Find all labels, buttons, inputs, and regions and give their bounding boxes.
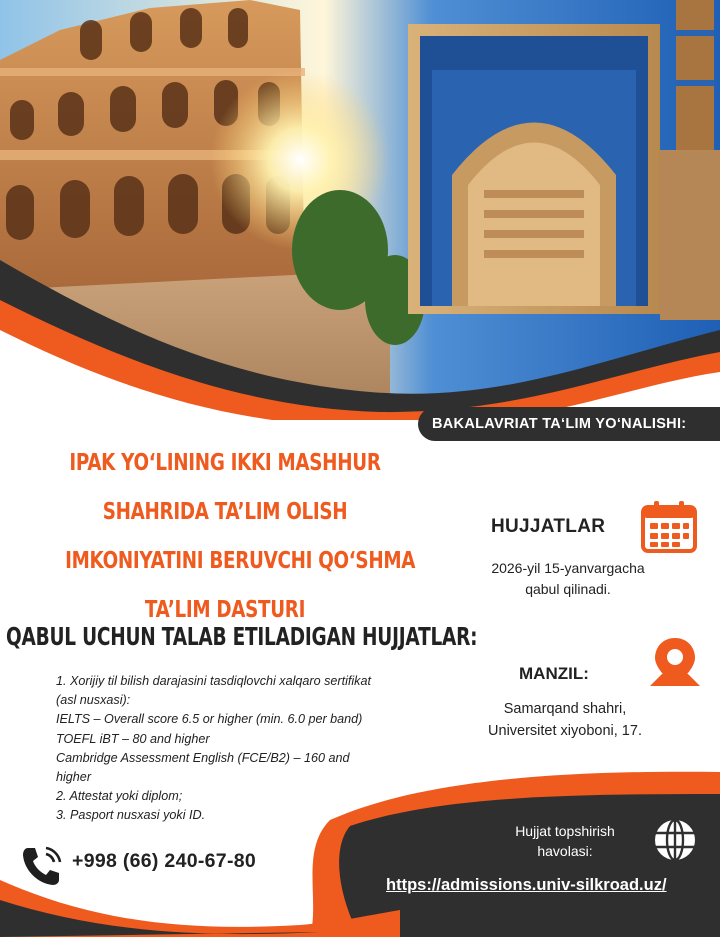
- headline-line-3: IMKONIYATINI BERUVCHI QO‘SHMA: [65, 546, 416, 574]
- headline: [65, 438, 416, 634]
- requirement-item: IELTS – Overall score 6.5 or higher (min. 6.0 per band): [56, 712, 363, 727]
- deadline-line-2: qabul qilinadi.: [525, 581, 611, 597]
- headline-line-1: IPAK YO‘LINING IKKI MASHHUR: [69, 448, 381, 476]
- requirement-item: 1. Xorijiy til bilish darajasini tasdiqlovchi xalqaro sertifikat (asl nusxasi):: [56, 674, 371, 708]
- submit-label-line-1: Hujjat topshirish: [515, 823, 615, 839]
- phone-number[interactable]: +998 (66) 240-67-80: [72, 850, 257, 872]
- submit-link-label: [500, 821, 630, 861]
- address-text: [450, 698, 680, 742]
- documents-title: HUJJATLAR: [491, 516, 606, 537]
- headline-line-4: TA’LIM DASTURI: [144, 595, 306, 623]
- documents-heading: QABUL UCHUN TALAB ETILADIGAN HUJJATLAR:: [6, 622, 478, 651]
- admissions-link[interactable]: https://admissions.univ-silkroad.uz/: [386, 876, 667, 894]
- requirement-item: 2. Attestat yoki diplom;: [56, 789, 183, 804]
- program-badge: BAKALAVRIAT TA‘LIM YO‘NALISHI:: [418, 407, 720, 441]
- hero-illustration: [0, 0, 720, 420]
- headline-line-2: SHAHRIDA TA’LIM OLISH: [102, 497, 348, 525]
- location-pin-icon: [646, 636, 704, 696]
- documents-deadline: [448, 558, 688, 600]
- deadline-line-1: 2026-yil 15-yanvargacha: [491, 560, 645, 576]
- calendar-icon: [640, 500, 698, 554]
- requirement-item: TOEFL iBT – 80 and higher: [56, 731, 210, 746]
- address-title: MANZIL:: [519, 664, 589, 683]
- requirement-item: Cambridge Assessment English (FCE/B2) – 160 and higher: [56, 750, 350, 785]
- globe-icon: [652, 817, 698, 863]
- phone-icon: [20, 844, 64, 888]
- submit-label-line-2: havolasi:: [537, 843, 593, 859]
- requirement-item: 3. Pasport nusxasi yoki ID.: [56, 808, 206, 823]
- address-line-1: Samarqand shahri,: [503, 701, 627, 717]
- address-line-2: Universitet xiyoboni, 17.: [488, 723, 642, 739]
- hero-banner: [0, 0, 720, 420]
